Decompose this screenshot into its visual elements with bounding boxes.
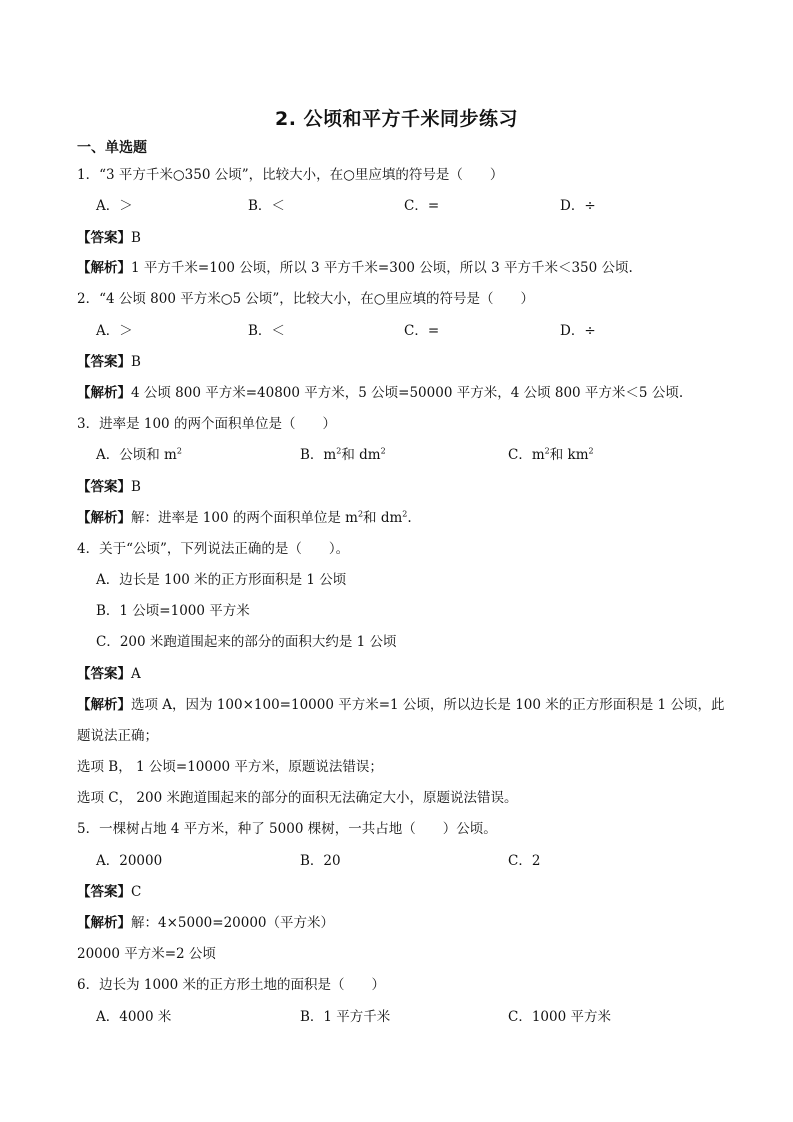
analysis-text: 选项 A，因为 100×100=10000 平方米=1 公顷，所以边长是 100 米的正方形面积是 1 公顷，此 [131,697,725,713]
question-4-analysis-line: 选项 C， 200 米跑道围起来的部分的面积无法确定大小，原题说法错误。 [77,790,518,806]
question-4-option-a: A．边长是 100 米的正方形面积是 1 公顷 [96,572,347,588]
question-4-analysis-line: 选项 B， 1 公顷=10000 平方米，原题说法错误； [77,759,383,775]
answer-label: 【答案】 [77,479,131,495]
question-6-option-b: B．1 平方千米 [300,1009,391,1025]
analysis-label: 【解析】 [77,510,131,526]
analysis-label: 【解析】 [77,697,131,713]
analysis-text: 解：4×5000=20000（平方米） [131,915,335,931]
analysis-label: 【解析】 [77,385,131,401]
question-1-option-d: D．÷ [560,198,596,214]
page-title: 2. 公顷和平方千米同步练习 [274,108,519,130]
superscript: 2 [380,446,386,456]
question-5-option-b: B．20 [300,853,341,869]
answer-label: 【答案】 [77,884,131,900]
question-1-option-b: B．＜ [248,198,285,214]
answer-value: B [131,479,141,495]
option-text: B．m [300,447,337,463]
analysis-text: 4 公顷 800 平方米=40800 平方米，5 公顷=50000 平方米，4 公顷 800 平方米＜5 公顷. [131,385,684,401]
question-2-option-b: B．＜ [248,323,285,339]
question-1-option-a: A．＞ [96,198,133,214]
analysis-text: 解：进率是 100 的两个面积单位是 m [131,510,358,526]
answer-value: B [131,354,141,370]
question-2-answer [77,352,141,372]
answer-label: 【答案】 [77,354,131,370]
analysis-text: 1 平方千米=100 公顷，所以 3 平方千米=300 公顷，所以 3 平方千米＜350 公顷. [131,260,633,276]
question-1-option-c: C．= [404,198,440,214]
analysis-label: 【解析】 [77,915,131,931]
question-2-option-a: A．＞ [96,323,133,339]
superscript: 2 [357,509,364,519]
question-3-option-b [300,445,386,465]
question-2-stem: 2．“4 公顷 800 平方米○5 公顷”，比较大小，在○里应填的符号是（ ） [77,291,535,307]
answer-value: B [131,230,141,246]
option-text: A．公顷和 m [96,447,177,463]
superscript: 2 [176,446,182,456]
question-5-option-a: A．20000 [96,853,163,869]
superscript: 2 [402,509,408,519]
superscript: 2 [544,446,550,456]
analysis-text: 和 dm [363,510,403,526]
question-5-answer [77,882,141,902]
question-3-answer [77,477,141,497]
question-1-answer [77,228,141,248]
superscript: 2 [336,446,342,456]
answer-label: 【答案】 [77,666,131,682]
answer-value: C [131,884,142,900]
section-heading: 一、单选题 [77,140,147,156]
question-6-option-a: A．4000 米 [96,1009,172,1025]
question-6-option-c: C．1000 平方米 [508,1009,611,1025]
question-3-analysis [77,508,412,528]
question-3-option-a [96,445,182,465]
question-2-analysis [77,383,683,403]
question-1-analysis [77,258,633,278]
option-text: C．m [508,447,545,463]
analysis-text: . [407,510,412,526]
question-5-analysis [77,913,334,933]
option-text: 和 km [549,447,589,463]
question-1-stem: 1．“3 平方千米○350 公顷”，比较大小，在○里应填的符号是（ ） [77,167,504,183]
question-4-analysis [77,695,724,715]
question-5-option-c: C．2 [508,853,541,869]
question-6-stem: 6．边长为 1000 米的正方形土地的面积是（ ） [77,977,386,993]
question-4-stem: 4．关于“公顷”，下列说法正确的是（ ）。 [77,541,350,557]
question-5-stem: 5．一棵树占地 4 平方米，种了 5000 棵树，一共占地（ ）公顷。 [77,821,497,837]
question-4-option-b: B．1 公顷=1000 平方米 [96,603,250,619]
question-2-option-c: C．= [404,323,440,339]
answer-label: 【答案】 [77,230,131,246]
question-4-answer [77,664,141,684]
superscript: 2 [588,446,594,456]
analysis-label: 【解析】 [77,260,131,276]
option-text: 和 dm [341,447,381,463]
question-2-option-d: D．÷ [560,323,596,339]
question-3-stem: 3．进率是 100 的两个面积单位是（ ） [77,416,336,432]
question-4-option-c: C．200 米跑道围起来的部分的面积大约是 1 公顷 [96,634,397,650]
question-3-option-c [508,445,594,465]
question-5-analysis-line: 20000 平方米=2 公顷 [77,946,216,962]
question-4-analysis-line: 题说法正确； [77,728,158,744]
answer-value: A [131,666,141,682]
